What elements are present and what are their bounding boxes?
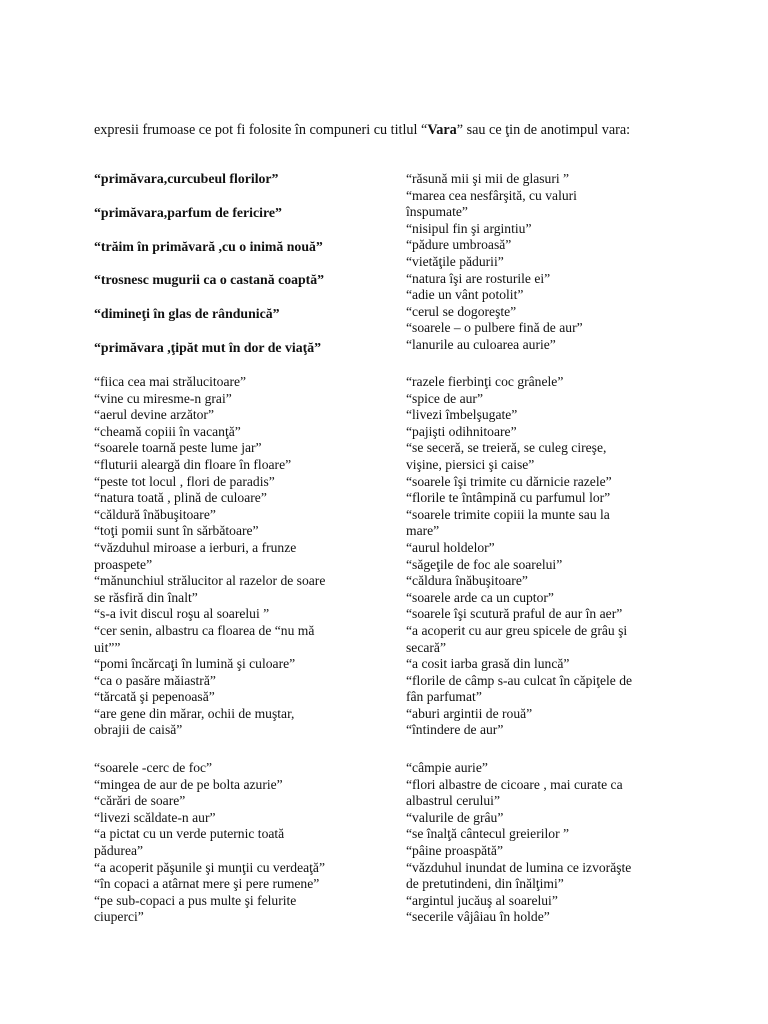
expression-line: “soarele toarnă peste lume jar” <box>94 440 262 456</box>
expression-line: “florile te întâmpină cu parfumul lor” <box>406 490 611 506</box>
expression-line: “natura toată , plină de culoare” <box>94 490 267 506</box>
intro-text-before: expresii frumoase ce pot fi folosite în compuneri cu titlul “ <box>94 122 428 138</box>
expression-line: “mănunchiul strălucitor al razelor de soare <box>94 573 326 589</box>
expression-line: uit”” <box>94 639 121 655</box>
expression-line: “căldură înăbuşitoare” <box>94 506 216 522</box>
expression-line: “întindere de aur” <box>406 722 504 738</box>
right-expressions-block-2 <box>406 760 696 926</box>
expression-line: pădurea” <box>94 842 144 858</box>
expression-line: “valurile de grâu” <box>406 809 504 825</box>
expression-line: vişine, piersici şi caise” <box>406 456 535 472</box>
expression-line: “căldura înăbuşitoare” <box>406 573 528 589</box>
expression-line: “vietăţile pădurii” <box>406 253 504 269</box>
expression-line: se răsfiră din înalt” <box>94 589 198 605</box>
expression-line: “peste tot locul , flori de paradis” <box>94 473 275 489</box>
left-expressions-block-1 <box>94 374 384 739</box>
expression-line: mare” <box>406 523 440 539</box>
expression-line: “cărări de soare” <box>94 793 186 809</box>
expression-line: “livezi îmbelşugate” <box>406 407 518 423</box>
expression-line: “soarele arde ca un cuptor” <box>406 589 554 605</box>
expression-line: “cheamă copiii în vacanţă” <box>94 423 241 439</box>
expression-line: “a acoperit păşunile şi munţii cu verdeaţă” <box>94 859 325 875</box>
expression-line: “trăim în primăvară ,cu o inimă nouă” <box>94 238 323 254</box>
expression-line: “fluturii aleargă din floare în floare” <box>94 456 292 472</box>
expression-line: “pajişti odihnitoare” <box>406 423 517 439</box>
expression-line: “câmpie aurie” <box>406 760 488 775</box>
expression-line: “are gene din mărar, ochii de muştar, <box>94 705 295 721</box>
expression-line: “pomi încărcaţi în lumină şi culoare” <box>94 656 296 672</box>
right-expressions-block-1 <box>406 374 696 739</box>
expression-line: secară” <box>406 639 446 655</box>
expression-line: “răsună mii şi mii de glasuri ” <box>406 171 570 186</box>
expression-line: “se seceră, se treieră, se culeg cireşe, <box>406 440 607 456</box>
expression-line: “se înalţă cântecul greierilor ” <box>406 826 570 842</box>
expression-line: “vine cu miresme-n grai” <box>94 390 232 406</box>
expression-line: “soarele trimite copiii la munte sau la <box>406 506 610 522</box>
expression-line: “săgeţile de foc ale soarelui” <box>406 556 563 572</box>
expression-line: “a pictat cu un verde puternic toată <box>94 826 285 842</box>
expression-line: proaspete” <box>94 556 153 572</box>
expression-line: “primăvara,curcubeul florilor” <box>94 171 279 186</box>
expression-line: “secerile vâjâiau în holde” <box>406 909 550 925</box>
expression-line: “tărcată şi pepenoasă” <box>94 689 215 705</box>
intro-title-word: Vara <box>427 122 457 138</box>
expression-line: albastrul cerului” <box>406 793 500 809</box>
expression-line: “nisipul fin şi argintiu” <box>406 220 532 236</box>
expression-line: “livezi scăldate-n aur” <box>94 809 216 825</box>
expression-line: “văzduhul miroase a ierburi, a frunze <box>94 539 297 555</box>
expression-line: ciuperci” <box>94 909 144 925</box>
left-bold-expressions <box>94 171 384 357</box>
expression-line: “flori albastre de cicoare , mai curate ca <box>406 776 623 792</box>
expression-line: “soarele – o pulbere fină de aur” <box>406 320 583 336</box>
expression-line: de pretutindeni, din înălţimi” <box>406 876 564 892</box>
expression-line: “cerul se dogoreşte” <box>406 303 517 319</box>
expression-line: fân parfumat” <box>406 689 482 705</box>
expression-line: “pe sub-copaci a pus multe şi felurite <box>94 892 297 908</box>
expression-line: “soarele îşi scutură praful de aur în aer” <box>406 606 623 622</box>
expression-line: “florile de câmp s-au culcat în căpiţele de <box>406 672 633 688</box>
expression-line: obrajii de caisă” <box>94 722 183 738</box>
expression-line: “pădure umbroasă” <box>406 237 512 253</box>
expression-line: “fiica cea mai strălucitoare” <box>94 374 247 389</box>
expression-line: “razele fierbinţi coc grânele” <box>406 374 564 389</box>
expression-line: “aerul devine arzător” <box>94 407 214 423</box>
expression-line: “a cosit iarba grasă din luncă” <box>406 656 570 672</box>
expression-line: “marea cea nesfârşită, cu valuri <box>406 187 577 203</box>
expression-line: “a acoperit cu aur greu spicele de grâu şi <box>406 622 628 638</box>
expression-line: “cer senin, albastru ca floarea de “nu mă <box>94 622 315 638</box>
expression-line: “văzduhul inundat de lumina ce izvorăşte <box>406 859 632 875</box>
expression-line: “lanurile au culoarea aurie” <box>406 336 556 352</box>
expression-line: “primăvara ,ţipăt mut în dor de viaţă” <box>94 339 322 355</box>
intro-paragraph <box>94 122 674 139</box>
expression-line: “argintul jucăuş al soarelui” <box>406 892 558 908</box>
expression-line: “ca o pasăre măiastră” <box>94 672 216 688</box>
expression-line: “spice de aur” <box>406 390 483 406</box>
expression-line: “adie un vânt potolit” <box>406 287 524 303</box>
expression-line: “soarele -cerc de foc” <box>94 760 213 775</box>
expression-line: “în copaci a atârnat mere şi pere rumene” <box>94 876 320 892</box>
expression-line: “toţi pomii sunt în sărbătoare” <box>94 523 259 539</box>
expression-line: “aburi argintii de rouă” <box>406 705 533 721</box>
left-expressions-block-2 <box>94 760 384 926</box>
right-expressions-block-0 <box>406 171 696 354</box>
expression-line: “primăvara,parfum de fericire” <box>94 204 282 220</box>
expression-line: “aurul holdelor” <box>406 539 495 555</box>
expression-line: “pâine proaspătă” <box>406 842 503 858</box>
intro-text-after: ” sau ce ţin de anotimpul vara: <box>456 122 631 138</box>
expression-line: “s-a ivit discul roşu al soarelui ” <box>94 606 270 622</box>
expression-line: “natura îşi are rosturile ei” <box>406 270 551 286</box>
expression-line: “soarele îşi trimite cu dărnicie razele” <box>406 473 612 489</box>
expression-line: “mingea de aur de pe bolta azurie” <box>94 776 283 792</box>
expression-line: “dimineţi în glas de rândunică” <box>94 306 280 322</box>
expression-line: “trosnesc mugurii ca o castană coaptă” <box>94 272 325 288</box>
expression-line: înspumate” <box>406 204 468 220</box>
